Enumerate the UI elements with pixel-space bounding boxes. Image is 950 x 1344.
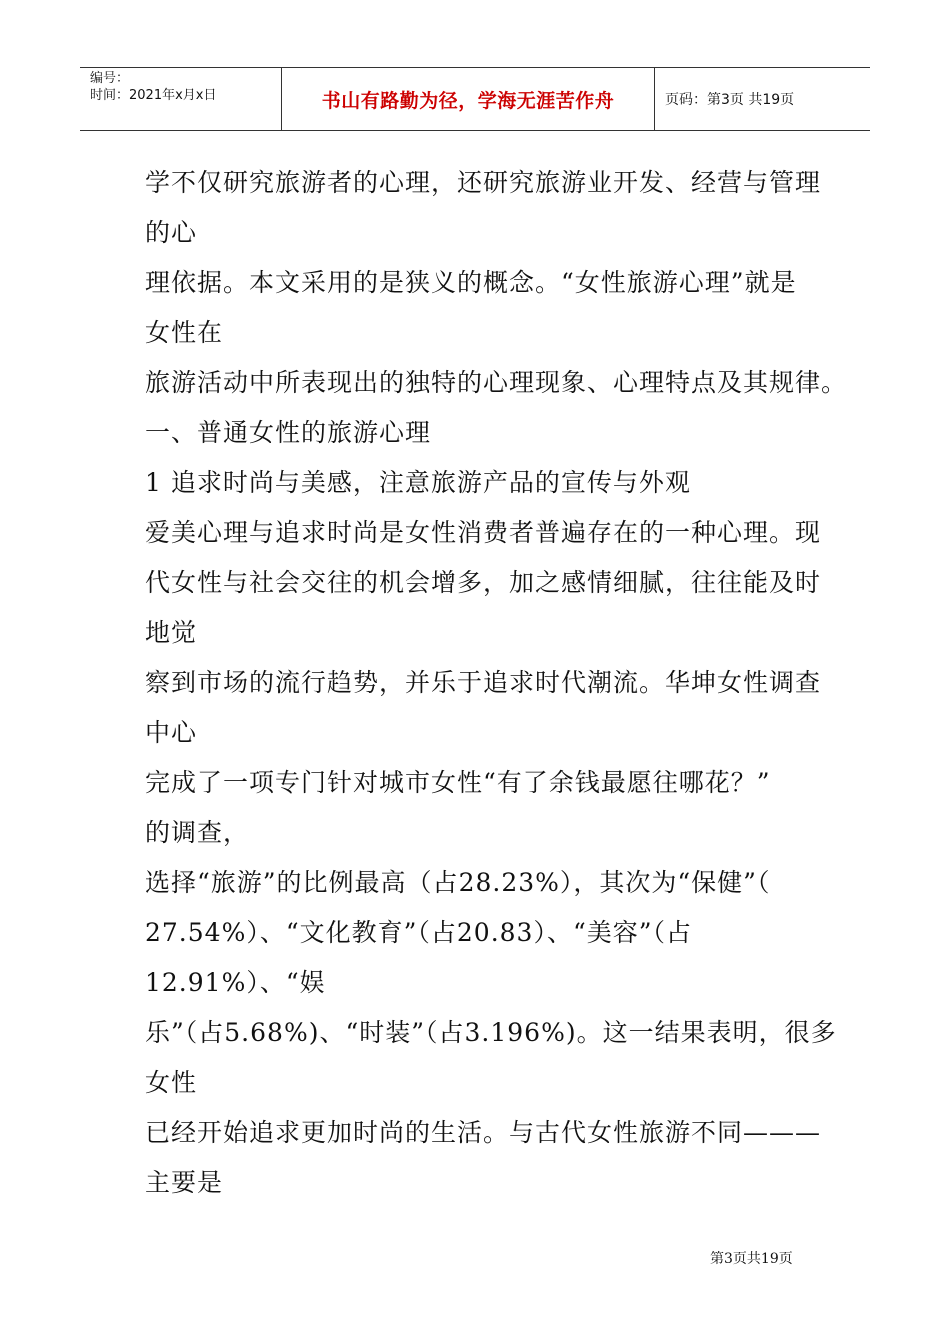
page-footer: 第3页共19页 (710, 1251, 793, 1267)
body-line: 旅游活动中所表现出的独特的心理现象、心理特点及其规律。 (145, 368, 848, 397)
body-line: 女性 (145, 1068, 198, 1097)
body-line: 察到市场的流行趋势，并乐于追求时代潮流。华坤女性调查 (145, 668, 822, 697)
body-line: 选择“旅游”的比例最高（占28.23%），其次为“保健”（ (145, 868, 771, 897)
document-body (145, 158, 848, 1208)
header-meta (80, 68, 282, 130)
body-line: 12.91%）、“娱 (145, 968, 326, 997)
section-heading: 一、普通女性的旅游心理 (145, 418, 432, 447)
header-motto: 书山有路勤为径，学海无涯苦作舟 (282, 68, 655, 130)
subsection-heading: 1 追求时尚与美感，注意旅游产品的宣传与外观 (145, 468, 691, 497)
header-page-number: 页码：第3页 共19页 (665, 92, 795, 108)
body-line: 乐”（占5.68%)、“时装”（占3.196%)。这一结果表明，很多 (145, 1018, 837, 1047)
body-line: 地觉 (145, 618, 198, 647)
body-line: 理依据。本文采用的是狭义的概念。“女性旅游心理”就是 (145, 268, 797, 297)
body-line: 爱美心理与追求时尚是女性消费者普遍存在的一种心理。现 (145, 518, 822, 547)
page-header (80, 67, 870, 131)
body-line: 主要是 (145, 1168, 224, 1197)
body-line: 已经开始追求更加时尚的生活。与古代女性旅游不同——— (145, 1118, 822, 1147)
document-number: 编号： (90, 71, 130, 86)
body-line: 女性在 (145, 318, 224, 347)
body-line: 27.54%）、“文化教育”（占20.83）、“美容”（占 (145, 918, 693, 947)
body-line: 中心 (145, 718, 198, 747)
document-time: 时间：2021年x月x日 (90, 88, 217, 103)
body-line: 完成了一项专门针对城市女性“有了余钱最愿往哪花？” (145, 768, 771, 797)
body-line: 的心 (145, 218, 198, 247)
body-line: 学不仅研究旅游者的心理，还研究旅游业开发、经营与管理 (145, 168, 822, 197)
body-line: 代女性与社会交往的机会增多，加之感情细腻，往往能及时 (145, 568, 822, 597)
body-line: 的调查， (145, 818, 250, 847)
